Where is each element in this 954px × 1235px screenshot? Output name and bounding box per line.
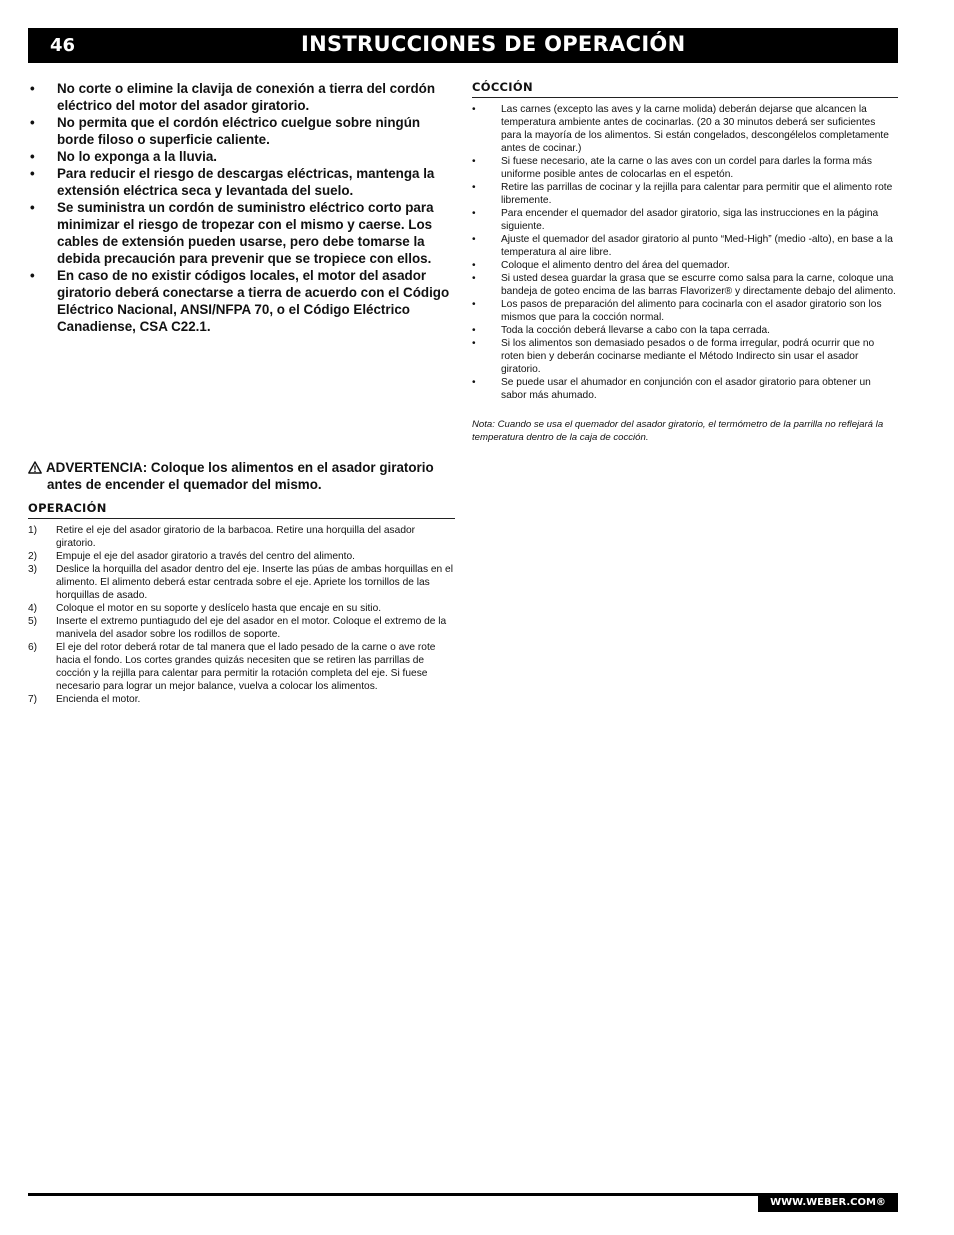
page-number: 46 [50, 35, 76, 56]
step-number: 6) [28, 642, 38, 653]
step-item [28, 615, 455, 641]
list-item-text: Si usted desea guardar la grasa que se escurre como salsa para la carne, coloque una bandeja de goteo encima de las barras Flavorizer® y directamente debajo del alimento. [501, 273, 896, 297]
step-text: El eje del rotor deberá rotar de tal manera que el lado pesado de la carne o ave rote hacia el fondo. Los cortes grandes quizás necesiten que se retiren las parrillas de cocción y la rejilla para calentar para permitir la rotación completa del eje. Si fuese necesario para lograr un mejor balance, vuelva a colocar los alimentos. [56, 642, 436, 692]
step-item [28, 550, 455, 563]
list-item-text: Para encender el quemador del asador giratorio, siga las instrucciones en la página siguiente. [501, 208, 879, 232]
step-item [28, 602, 455, 615]
list-item: • Para reducir el riesgo de descargas eléctricas, mantenga la extensión eléctrica seca y levantada del suelo. [28, 165, 455, 199]
right-column [472, 80, 898, 444]
list-item: • No lo exponga a la lluvia. [28, 148, 455, 165]
left-column [28, 80, 455, 335]
warning-block [28, 459, 458, 493]
step-item [28, 693, 455, 706]
coccion-note: Nota: Cuando se usa el quemador del asador giratorio, el termómetro de la parrilla no reflejará la temperatura dentro de la caja de cocción. [472, 419, 884, 443]
safety-list [28, 80, 455, 335]
list-item-text: Coloque el alimento dentro del área del quemador. [501, 260, 730, 271]
list-item-text: Los pasos de preparación del alimento para cocinarla con el asador giratorio son los mismos que para la cocción normal. [501, 299, 882, 323]
warning-text: ADVERTENCIA: Coloque los alimentos en el asador giratorio [46, 460, 434, 475]
list-item-text: Ajuste el quemador del asador giratorio al punto “Med-High” (medio -alto), en base a la temperatura al aire libre. [501, 234, 893, 258]
step-item [28, 563, 455, 602]
list-item: • Los pasos de preparación del alimento para cocinarla con el asador giratorio son los mismos que para la cocción normal. [472, 299, 882, 323]
list-item: • Para encender el quemador del asador giratorio, siga las instrucciones en la página siguiente. [472, 208, 879, 232]
list-item-text: Se puede usar el ahumador en conjunción con el asador giratorio para obtener un sabor más ahumado. [501, 377, 871, 401]
list-item: • Si los alimentos son demasiado pesados o de forma irregular, podrá ocurrir que no roten bien y deberán cocinarse mediante el Método Indirecto sin usar el asador giratorio. [472, 338, 875, 375]
operacion-section [28, 501, 455, 706]
list-item: • Ajuste el quemador del asador giratorio al punto “Med-High” (medio -alto), en base a la temperatura al aire libre. [472, 234, 893, 258]
operacion-heading: OPERACIÓN [28, 501, 455, 519]
operacion-steps [28, 524, 455, 706]
list-item: • Las carnes (excepto las aves y la carne molida) deberán dejarse que alcancen la temperatura ambiente antes de cocinarlas. (20 a 30 minutos deberá ser suficientes para la mayoría de los alimentos. Si están congelados, descongélelos completamente antes de cocinar.) [472, 104, 889, 154]
step-text: Coloque el motor en su soporte y deslícelo hasta que encaje en su sitio. [56, 603, 382, 614]
step-text: Retire el eje del asador giratorio de la barbacoa. Retire una horquilla del asador giratorio. [56, 525, 416, 549]
step-text: Deslice la horquilla del asador dentro del eje. Inserte las púas de ambas horquillas en el alimento. El alimento deberá estar centrada sobre el eje. Apriete los tornillos de las horquillas de asado. [56, 564, 453, 601]
step-number: 3) [28, 564, 38, 575]
list-item: • Toda la cocción deberá llevarse a cabo con la tapa cerrada. [472, 325, 771, 336]
list-item: • Se suministra un cordón de suministro eléctrico corto para minimizar el riesgo de tropezar con el mismo y caerse. Los cables de extensión pueden usarse, pero debe tomarse la debida precaución para prevenir que se tropiece con ellos. [28, 199, 455, 267]
page-title: INSTRUCCIONES DE OPERACIÓN [301, 32, 686, 56]
step-text: Inserte el extremo puntiagudo del eje del asador en el motor. Coloque el extremo de la manivela del asador sobre los rodillos de soporte. [56, 616, 447, 640]
coccion-heading: CÓCCIÓN [472, 80, 898, 98]
step-item [28, 524, 455, 550]
list-item-text: Las carnes (excepto las aves y la carne molida) deberán dejarse que alcancen la temperatura ambiente antes de cocinarlas. (20 a 30 minutos deberá ser suficientes para la mayoría de los alimentos. Si están congelados, descongélelos completamente antes de cocinar.) [501, 104, 889, 154]
step-number: 5) [28, 616, 38, 627]
footer-url[interactable]: WWW.WEBER.COM® [758, 1193, 898, 1212]
step-number: 7) [28, 694, 38, 705]
list-item: • Se puede usar el ahumador en conjunción con el asador giratorio para obtener un sabor más ahumado. [472, 377, 871, 401]
step-number: 1) [28, 525, 38, 536]
header-bar [28, 28, 898, 63]
list-item: • Si usted desea guardar la grasa que se escurre como salsa para la carne, coloque una bandeja de goteo encima de las barras Flavorizer® y directamente debajo del alimento. [472, 273, 896, 297]
list-item-text: Retire las parrillas de cocinar y la rejilla para calentar para permitir que el alimento rote libremente. [501, 182, 893, 206]
warning-triangle-icon [28, 459, 42, 476]
list-item: • En caso de no existir códigos locales, el motor del asador giratorio deberá conectarse a tierra de acuerdo con el Código Eléctrico Nacional, ANSI/NFPA 70, o el Código Eléctrico Canadiense, CSA C22.1. [28, 267, 455, 335]
list-item: • Coloque el alimento dentro del área del quemador. [472, 260, 730, 271]
list-item-text: Toda la cocción deberá llevarse a cabo con la tapa cerrada. [501, 325, 771, 336]
list-item: • No corte o elimine la clavija de conexión a tierra del cordón eléctrico del motor del asador giratorio. [28, 80, 455, 114]
step-number: 2) [28, 551, 38, 562]
step-item [28, 641, 455, 693]
list-item: • No permita que el cordón eléctrico cuelgue sobre ningún borde filoso o superficie caliente. [28, 114, 455, 148]
list-item-text: Si fuese necesario, ate la carne o las aves con un cordel para darles la forma más uniforme posible antes de colocarlas en el espetón. [501, 156, 872, 180]
warning-text-continued: antes de encender el quemador del mismo. [47, 477, 322, 492]
coccion-list [472, 103, 898, 402]
list-item: • Retire las parrillas de cocinar y la rejilla para calentar para permitir que el alimento rote libremente. [472, 182, 893, 206]
step-number: 4) [28, 603, 38, 614]
step-text: Encienda el motor. [56, 694, 141, 705]
list-item: • Si fuese necesario, ate la carne o las aves con un cordel para darles la forma más uniforme posible antes de colocarlas en el espetón. [472, 156, 872, 180]
step-text: Empuje el eje del asador giratorio a través del centro del alimento. [56, 551, 355, 562]
list-item-text: Si los alimentos son demasiado pesados o de forma irregular, podrá ocurrir que no roten bien y deberán cocinarse mediante el Método Indirecto sin usar el asador giratorio. [501, 338, 875, 375]
